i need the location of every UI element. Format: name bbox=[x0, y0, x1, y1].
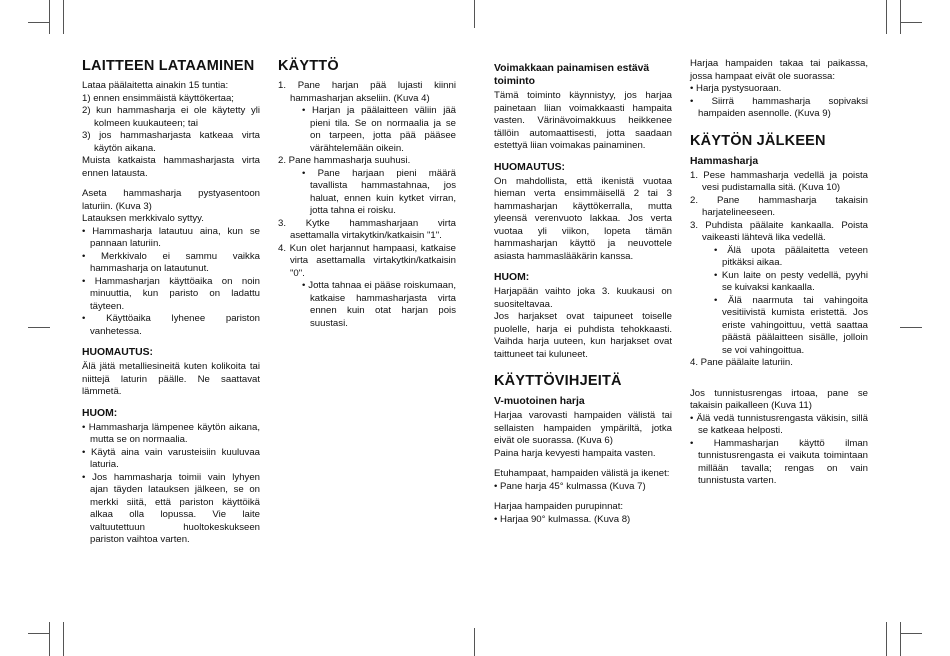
charge-conditions-list bbox=[82, 93, 260, 156]
chewing-surface-text: Harjaa hampaiden purupinnat: bbox=[494, 501, 624, 512]
step-sub-list bbox=[714, 245, 868, 358]
crop-mark bbox=[63, 0, 64, 34]
chewing-surface-list bbox=[494, 514, 672, 527]
list-item: • Pane harja 45° kulmassa (Kuva 7) bbox=[494, 481, 672, 494]
step-text: 3. Kytke hammasharjaan virta asettamalla virtakytkin/katkaisin "1". bbox=[278, 217, 456, 241]
ring-list bbox=[690, 413, 868, 488]
huom-heading: HUOM: bbox=[82, 407, 118, 419]
crop-mark bbox=[28, 22, 50, 23]
crop-mark bbox=[474, 628, 475, 656]
note-text: On mahdollista, että ikenistä vuotaa hieman verta ensimmäisellä 2 tai 3 hammasharjan käyttökerralla, mutta yleensä verenvuoto lakkaa. Jos verta vuotaa yli viikon, lopeta tämän hammasharjan käyttö ja neuvottele asiasta hammaslääkärin kanssa. bbox=[494, 175, 672, 262]
huom-heading: HUOM: bbox=[494, 272, 530, 283]
charging-notes-list bbox=[82, 226, 260, 339]
usage-steps bbox=[278, 80, 456, 330]
step-item: 2. Pane hammasharja takaisin harjatelineeseen. bbox=[690, 194, 868, 218]
section-title-usage: KÄYTTÖ bbox=[278, 58, 339, 74]
step-sub-list bbox=[302, 105, 456, 155]
spacer bbox=[690, 378, 868, 388]
list-item: • Harjan ja päälaitteen väliin jää pieni tila. Se on normaalia ja se on tarpeen, jotta pää pääsee värähtelemään oikein. bbox=[302, 105, 456, 155]
list-item: • Merkkivalo ei sammu vaikka hammasharja on latautunut. bbox=[82, 251, 260, 276]
crop-mark bbox=[900, 327, 922, 328]
indicator-text: Latauksen merkkivalo syttyy. bbox=[82, 213, 204, 224]
list-item: 1) ennen ensimmäistä käyttökertaa; bbox=[82, 92, 234, 104]
list-item: 2) kun hammasharja ei ole käytetty yli kolmeen kuukauteen; tai bbox=[82, 105, 260, 129]
crop-mark bbox=[886, 622, 887, 656]
list-item: • Hammasharja latautuu aina, kun se pannaan laturiin. bbox=[82, 226, 260, 251]
pressure-heading: Voimakkaan painamisen estävä toiminto bbox=[494, 63, 650, 87]
section-title-after-use: KÄYTÖN JÄLKEEN bbox=[690, 132, 826, 149]
crop-mark bbox=[63, 622, 64, 656]
list-item: • Älä vedä tunnistusrengasta väkisin, sillä se katkeaa helposti. bbox=[690, 413, 868, 438]
huom-text: Harjapään vaihto joka 3. kuukausi on suositeltavaa. bbox=[494, 286, 672, 310]
list-item: • Hammasharjan käyttö ilman tunnistusrengasta ei vaikuta toimintaan millään tavalla; rengas on vain tunnistusta varten. bbox=[690, 438, 868, 488]
list-item: • Älä upota päälaitetta veteen pitkäksi aikaa. bbox=[714, 245, 868, 270]
crop-mark bbox=[900, 0, 901, 34]
list-item: • Älä naarmuta tai vahingoita vesitiivistä kumista eristettä. Jos eriste vahingoittuu, vettä saattaa päästä päälaitteen sisälle, jolloin se voi vahingoittua. bbox=[714, 295, 868, 358]
crop-mark bbox=[900, 622, 901, 656]
list-item: • Käyttöaika lyhenee pariston vanhetessa. bbox=[82, 313, 260, 338]
place-text: Aseta hammasharja pystyasentoon laturiin. (Kuva 3) bbox=[82, 188, 260, 212]
list-item: • Harja pystysuoraan. bbox=[690, 83, 868, 96]
column-after-use bbox=[690, 58, 868, 496]
remember-text: Muista katkaista hammasharjasta virta ennen latausta. bbox=[82, 155, 260, 179]
step-item: 1. Pese hammasharja vedellä ja poista vesi pudistamalla sitä. (Kuva 10) bbox=[690, 169, 868, 193]
list-item: • Jos hammasharja toimii vain lyhyen ajan täyden latauksen jälkeen, se on merkki siitä, että pariston käyttöikä alkaa olla lopussa. Vie laite valtuutettuun huoltokeskukseen pariston vaihtoa varten. bbox=[82, 472, 260, 547]
step-item bbox=[690, 220, 868, 358]
step-sub-list bbox=[302, 168, 456, 218]
list-item: • Siirrä hammasharja sopivaksi hampaiden asennolle. (Kuva 9) bbox=[690, 96, 868, 121]
huom-list bbox=[82, 422, 260, 547]
step-item bbox=[278, 243, 456, 331]
list-item: • Harjaa 90° kulmassa. (Kuva 8) bbox=[494, 514, 672, 527]
list-item: • Käytä aina vain varusteisiin kuuluvaa laturia. bbox=[82, 447, 260, 472]
crop-mark bbox=[49, 0, 50, 34]
column-charging bbox=[82, 58, 260, 555]
crop-mark bbox=[886, 0, 887, 34]
v-brush-heading: V-muotoinen harja bbox=[494, 396, 585, 407]
list-item: • Kun laite on pesty vedellä, pyyhi se kuivaksi kankaalla. bbox=[714, 270, 868, 295]
crop-mark bbox=[900, 22, 922, 23]
crop-mark bbox=[28, 327, 50, 328]
step-sub-list bbox=[302, 280, 456, 330]
crop-mark bbox=[900, 633, 922, 634]
front-teeth-list bbox=[494, 481, 672, 494]
crop-mark bbox=[28, 633, 50, 634]
note-heading: HUOMAUTUS: bbox=[494, 161, 565, 173]
list-item: • Pane harjaan pieni määrä tavallista hammastahnaa, jos haluat, ennen kuin kytket virran, jotta tahna ei roisku. bbox=[302, 168, 456, 218]
list-item: 3) jos hammasharjasta katkeaa virta käytön aikana. bbox=[82, 130, 260, 154]
v-brush-text: Harjaa varovasti hampaiden välistä tai sellaisten hampaiden ympäriltä, jotka eivät ole suorassa. (Kuva 6) bbox=[494, 410, 672, 446]
column-usage bbox=[278, 58, 456, 338]
list-item: • Hammasharjan käyttöaika on noin minuuttia, kun paristo on ladattu täyteen. bbox=[82, 276, 260, 314]
charge-intro: Lataa päälaitetta ainakin 15 tuntia: bbox=[82, 80, 229, 91]
step-item bbox=[278, 155, 456, 218]
column-tips bbox=[494, 58, 672, 534]
section-title-tips: KÄYTTÖVIHJEITÄ bbox=[494, 373, 622, 389]
list-item: • Hammasharja lämpenee käytön aikana, mutta se on normaalia. bbox=[82, 422, 260, 447]
step-text: 3. Puhdista päälaite kankaalla. Poista vaikeasti lähtevä lika vedellä. bbox=[690, 219, 868, 243]
front-teeth-text: Etuhampaat, hampaiden välistä ja ikenet: bbox=[494, 468, 670, 479]
crop-mark bbox=[49, 622, 50, 656]
note-text: Älä jätä metalliesineitä kuten kolikoita tai niittejä laturin päälle. Ne saattavat lämmetä. bbox=[82, 361, 260, 397]
step-item: 4. Pane päälaite laturiin. bbox=[690, 357, 793, 368]
step-item bbox=[278, 80, 456, 155]
note-heading: HUOMAUTUS: bbox=[82, 347, 153, 358]
step-text: 1. Pane harjan pää lujasti kiinni hammasharjan akseliin. (Kuva 4) bbox=[278, 80, 456, 104]
step-item bbox=[278, 218, 456, 243]
ring-text: Jos tunnistusrengas irtoaa, pane se takaisin paikalleen (Kuva 11) bbox=[690, 387, 868, 411]
after-use-steps bbox=[690, 170, 868, 370]
step-text: 2. Pane hammasharja suuhusi. bbox=[278, 155, 411, 166]
pressure-text: Tämä toiminto käynnistyy, jos harjaa painetaan liian voimakkaasti hampaita vasten. Värinävoimakkuus heikkenee tällöin automaattisesti, jotta saadaan estettyä liian voimakas painaminen. bbox=[494, 90, 672, 151]
v-brush-text: Paina harja kevyesti hampaita vasten. bbox=[494, 447, 656, 459]
huom-text: Jos harjakset ovat taipuneet toiselle puolelle, harja ei puhdista tehokkaasti. Vaihda harja uuteen, kun harjakset ovat taittuneet tai kuluneet. bbox=[494, 311, 672, 360]
back-teeth-text: Harjaa hampaiden takaa tai paikassa, jossa hampaat eivät ole suorassa: bbox=[690, 58, 868, 82]
step-text: 4. Kun olet harjannut hampaasi, katkaise virta asettamalla virtakytkin/katkaisin "0". bbox=[278, 242, 456, 279]
crop-mark bbox=[474, 0, 475, 28]
section-title-charging: LAITTEEN LATAAMINEN bbox=[82, 58, 255, 74]
back-teeth-list bbox=[690, 83, 868, 121]
brush-heading: Hammasharja bbox=[690, 155, 759, 167]
list-item: • Jotta tahnaa ei pääse roiskumaan, katkaise hammasharjasta virta ennen kuin otat harjan pois suustasi. bbox=[302, 280, 456, 330]
